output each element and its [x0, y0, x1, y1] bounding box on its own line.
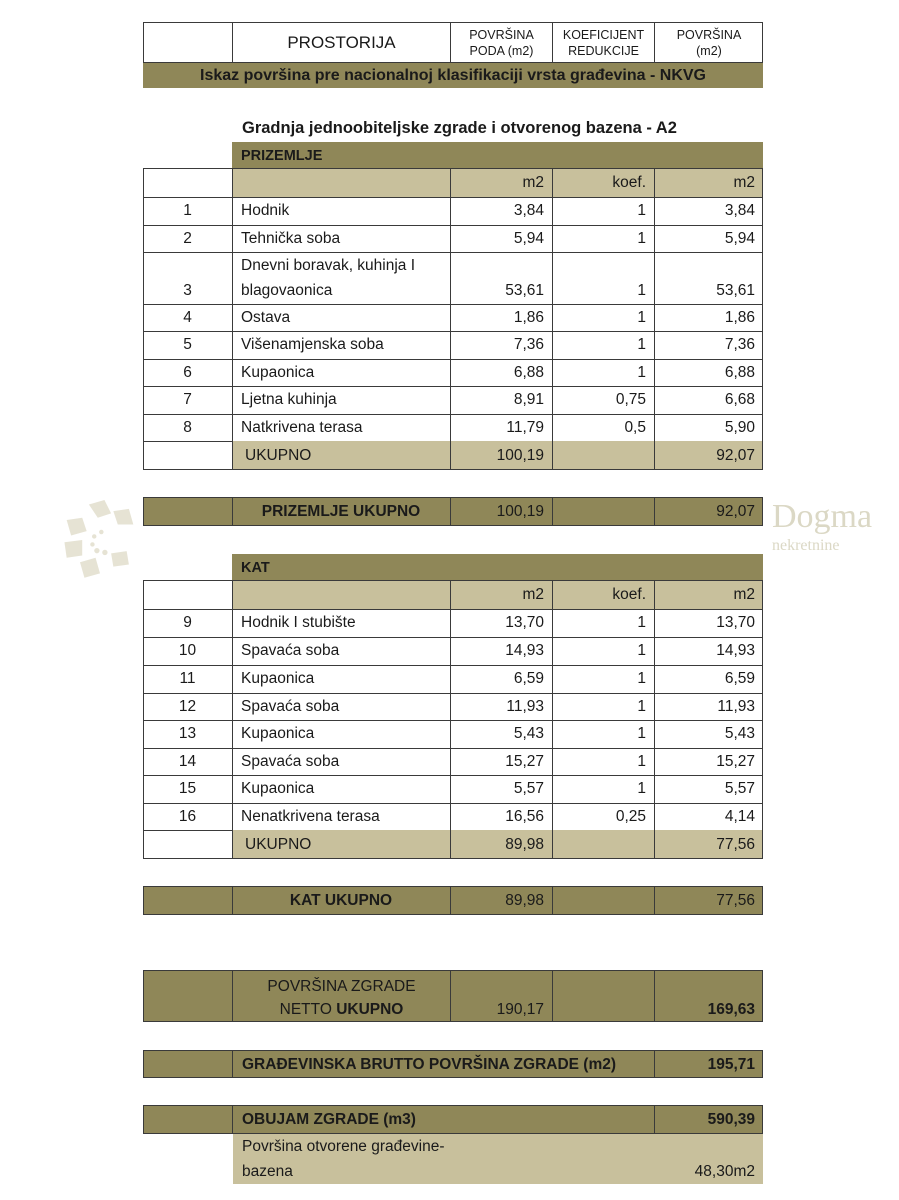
- room-name: Višenamjenska soba: [241, 336, 384, 353]
- pool-label-l1: Površina otvorene građevine-: [242, 1137, 445, 1155]
- section-total-floor-area: 89,98: [505, 892, 544, 909]
- gross-area-label: GRAĐEVINSKA BRUTTO POVRŠINA ZGRADE (m2): [242, 1055, 617, 1073]
- col-divider: [450, 581, 451, 859]
- subtotal-label: UKUPNO: [245, 446, 312, 464]
- reduction-coef: 1: [637, 670, 646, 687]
- net-area: 15,27: [716, 752, 755, 770]
- reduction-coef: 1: [637, 614, 646, 631]
- row-number: 13: [178, 725, 197, 742]
- building-net-label-l1: POVRŠINA ZGRADE: [267, 978, 416, 995]
- row-number: 15: [178, 780, 197, 797]
- reduction-coef: 1: [637, 202, 646, 219]
- floor-area: 6,59: [513, 670, 544, 687]
- reduction-coef: 1: [637, 725, 646, 742]
- header-coef-l2: REDUKCIJE: [568, 43, 639, 58]
- gross-area-value: 195,71: [707, 1055, 755, 1073]
- pool-area-value: 48,30m2: [694, 1162, 755, 1180]
- subtotal-net-area: 92,07: [716, 446, 755, 464]
- net-area: 3,84: [724, 202, 755, 219]
- reduction-coef: 1: [637, 642, 646, 659]
- classification-banner: Iskaz površina pre nacionalnoj klasifikaciji vrsta građevina - NKVG: [143, 63, 763, 88]
- floor-area: 11,79: [506, 418, 544, 436]
- reduction-coef: 1: [637, 336, 646, 353]
- col-divider: [654, 581, 655, 859]
- header-room: PROSTORIJA: [287, 32, 396, 52]
- row-number: 12: [178, 697, 197, 715]
- row-number: 4: [183, 308, 192, 326]
- row-number: 11: [179, 670, 196, 687]
- net-area: 5,94: [724, 229, 755, 247]
- section-total-net-area: 77,56: [716, 892, 755, 909]
- room-name: Spavaća soba: [241, 697, 340, 715]
- floor-area: 5,43: [513, 725, 544, 742]
- net-area: 6,68: [724, 391, 755, 408]
- net-area: 11,93: [717, 697, 755, 715]
- header-coefficient: [553, 22, 654, 63]
- section-title: KAT: [241, 560, 270, 576]
- floor-area: 5,57: [513, 780, 544, 797]
- pool-label-l2: bazena: [242, 1162, 293, 1180]
- building-net-floor-area: 190,17: [496, 1001, 544, 1018]
- room-name: Kupaonica: [241, 670, 315, 687]
- row-number: 5: [183, 336, 192, 353]
- floor-area: 11,93: [506, 697, 544, 715]
- reduction-coef: 1: [637, 363, 646, 381]
- net-area: 4,14: [724, 807, 755, 825]
- net-area: 53,61: [716, 282, 755, 299]
- col-divider: [552, 581, 553, 859]
- row-number: 7: [183, 391, 192, 408]
- building-net-label-netto: NETTO: [279, 1001, 337, 1018]
- header-coef-l1: KOEFICIJENT: [562, 27, 645, 42]
- row-number: 16: [178, 807, 197, 825]
- building-net-area: 169,63: [707, 1001, 755, 1018]
- col-divider: [232, 169, 233, 470]
- floor-area: 53,61: [505, 282, 544, 299]
- unit-m2: m2: [522, 586, 544, 603]
- room-name: Kupaonica: [241, 725, 315, 742]
- unit-m2: m2: [733, 586, 755, 603]
- header-floor-area-l2: PODA (m2): [469, 43, 534, 58]
- header-area: [655, 22, 763, 63]
- net-area: 6,59: [724, 670, 755, 687]
- row-number: 1: [183, 202, 192, 219]
- room-name-line1: Dnevni boravak, kuhinja I: [241, 256, 416, 274]
- col-divider: [552, 497, 553, 526]
- floor-area: 5,94: [513, 229, 544, 247]
- section-total-net-area: 92,07: [716, 503, 755, 520]
- header-area-l2: (m2): [696, 43, 722, 58]
- floor-area: 13,70: [505, 614, 544, 631]
- volume-value: 590,39: [707, 1111, 755, 1128]
- floor-area: 6,88: [513, 363, 544, 381]
- room-name: Kupaonica: [241, 363, 315, 381]
- row-number: 8: [183, 418, 192, 436]
- room-name: Spavaća soba: [241, 642, 340, 659]
- section-total-label: KAT UKUPNO: [289, 892, 393, 909]
- watermark-tagline: nekretnine: [772, 537, 840, 554]
- subtotal-floor-area: 100,19: [496, 446, 544, 464]
- net-area: 6,88: [724, 363, 755, 381]
- row-number: 9: [183, 614, 192, 631]
- room-name: Kupaonica: [241, 780, 315, 797]
- reduction-coef: 1: [637, 229, 646, 247]
- section-title: PRIZEMLJE: [241, 148, 323, 164]
- section-total-floor-area: 100,19: [496, 503, 544, 520]
- room-name: Ostava: [241, 308, 291, 326]
- col-divider: [552, 886, 553, 915]
- room-name: Hodnik: [241, 202, 290, 219]
- reduction-coef: 1: [637, 308, 646, 326]
- row-number: 2: [183, 229, 192, 247]
- col-divider: [552, 169, 553, 470]
- volume-label: OBUJAM ZGRADE (m3): [242, 1111, 416, 1128]
- floor-area: 14,93: [505, 642, 544, 659]
- table-border: [143, 580, 763, 859]
- subtotal-net-area: 77,56: [716, 835, 755, 853]
- floor-area: 3,84: [513, 202, 544, 219]
- unit-koef: koef.: [612, 586, 646, 603]
- col-divider: [232, 581, 233, 859]
- row-number: 3: [183, 282, 192, 299]
- header-floor-area-l1: POVRŠINA: [469, 27, 534, 42]
- net-area: 5,43: [724, 725, 755, 742]
- table-border: [143, 168, 763, 470]
- net-area: 5,90: [724, 418, 755, 436]
- unit-m2: m2: [733, 174, 755, 191]
- room-name: Ljetna kuhinja: [241, 391, 337, 408]
- reduction-coef: 1: [637, 282, 646, 299]
- building-net-label-l2: [233, 999, 450, 1021]
- unit-koef: koef.: [612, 174, 646, 191]
- room-name: Natkrivena terasa: [241, 418, 363, 436]
- room-name-line2: blagovaonica: [241, 282, 333, 299]
- floor-area: 7,36: [513, 336, 544, 353]
- header-floor-area: [451, 22, 552, 63]
- reduction-coef: 1: [637, 697, 646, 715]
- floor-area: 8,91: [513, 391, 544, 408]
- net-area: 13,70: [716, 614, 755, 631]
- unit-m2: m2: [522, 174, 544, 191]
- reduction-coef: 0,75: [615, 391, 646, 408]
- room-name: Tehnička soba: [241, 229, 341, 247]
- row-number: 14: [178, 752, 197, 770]
- floor-area: 1,86: [513, 308, 544, 326]
- room-name: Spavaća soba: [241, 752, 340, 770]
- col-divider: [450, 169, 451, 470]
- reduction-coef: 0,25: [615, 807, 646, 825]
- document-subtitle: Gradnja jednoobiteljske zgrade i otvorenog bazena - A2: [242, 119, 677, 137]
- room-name: Nenatkrivena terasa: [241, 807, 380, 825]
- watermark-brand: Dogma: [772, 498, 873, 535]
- reduction-coef: 1: [637, 752, 646, 770]
- row-number: 6: [183, 363, 192, 381]
- floor-area: 15,27: [505, 752, 544, 770]
- section-total-label: PRIZEMLJE UKUPNO: [261, 503, 421, 520]
- reduction-coef: 0,5: [624, 418, 646, 436]
- subtotal-label: UKUPNO: [245, 835, 312, 853]
- net-area: 14,93: [716, 642, 755, 659]
- col-divider: [654, 169, 655, 470]
- room-name: Hodnik I stubište: [241, 614, 356, 631]
- header-area-l1: POVRŠINA: [676, 27, 742, 42]
- col-divider: [552, 970, 553, 1022]
- building-net-label-ukupno: UKUPNO: [336, 1001, 404, 1018]
- dogma-logo-icon: [60, 500, 140, 580]
- net-area: 5,57: [724, 780, 755, 797]
- row-number: 10: [178, 642, 197, 659]
- floor-area: 16,56: [505, 807, 544, 825]
- reduction-coef: 1: [637, 780, 646, 797]
- net-area: 1,86: [724, 308, 755, 326]
- subtotal-floor-area: 89,98: [505, 835, 544, 853]
- net-area: 7,36: [724, 336, 755, 353]
